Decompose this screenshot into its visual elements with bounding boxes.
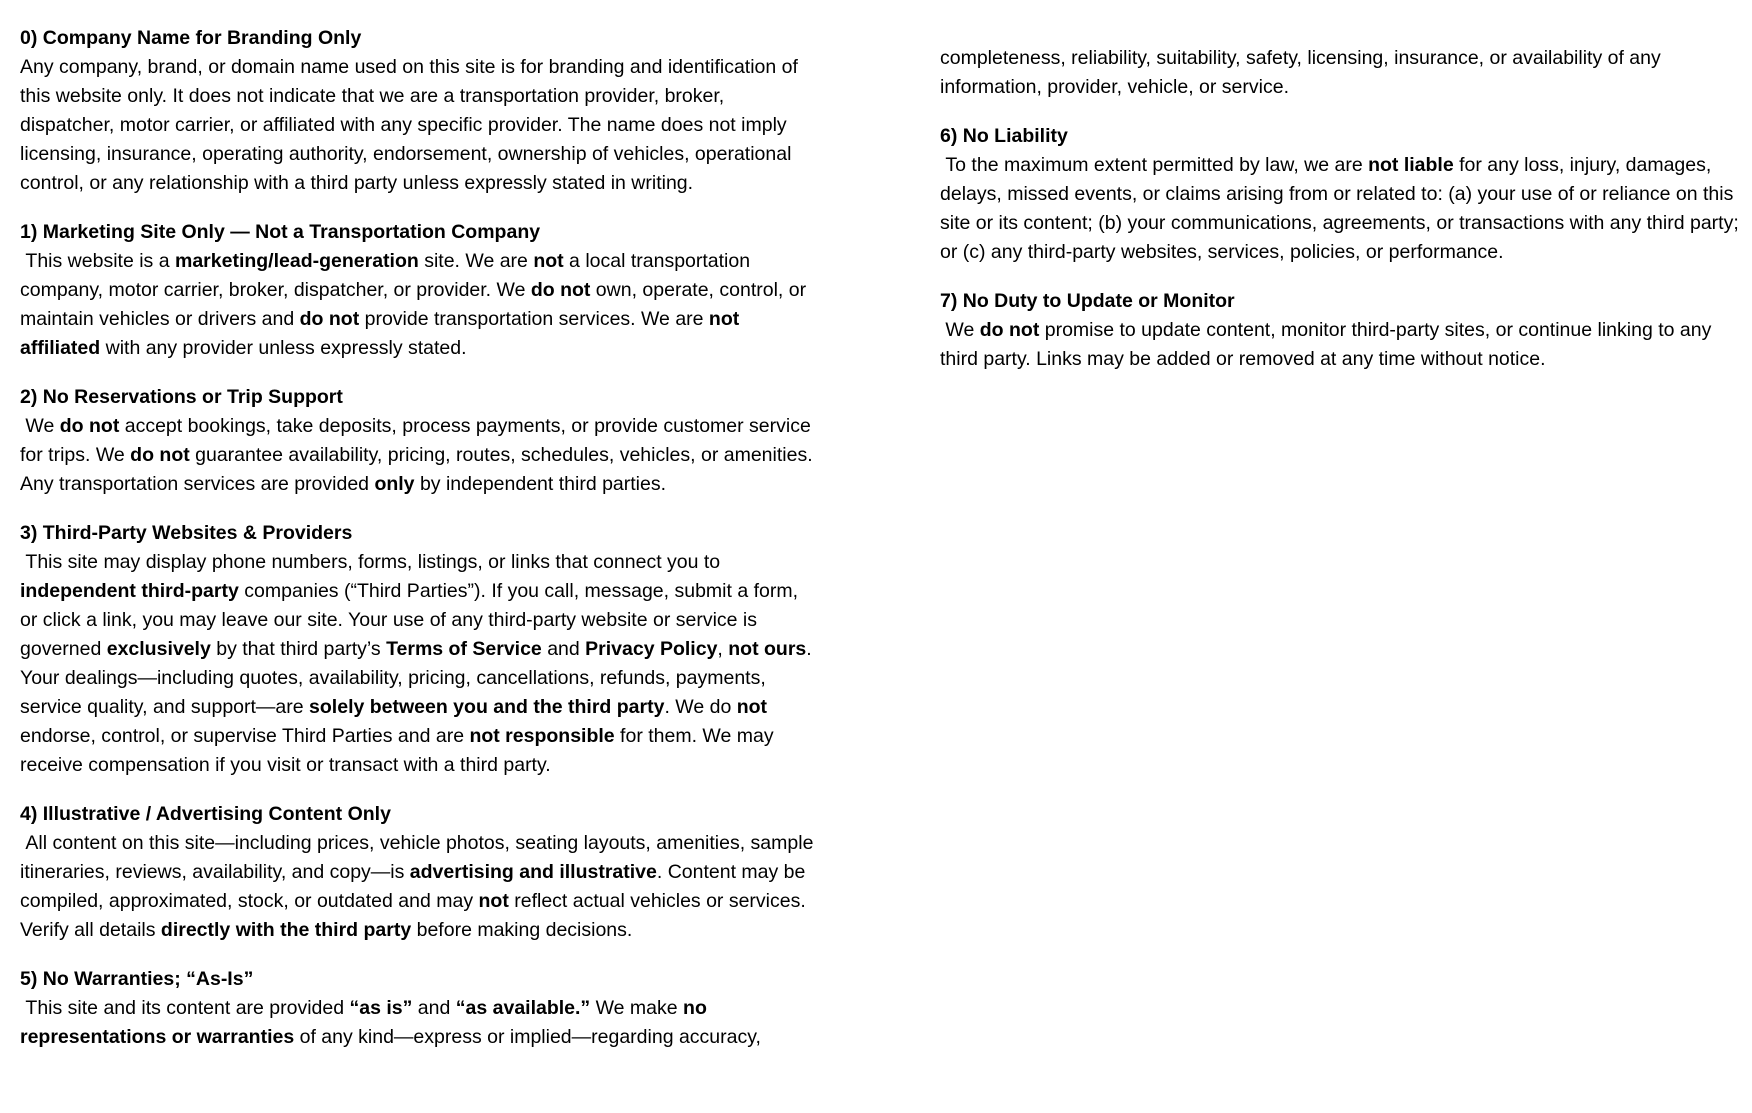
bold-emphasis: marketing/lead-generation [174,250,419,272]
section-body: completeness, reliability, suitability, safety, licensing, insurance, or availability of any information, provider, vehicle, or service. [940,47,1667,98]
section-no-duty-to-update-or-monitor [940,287,1740,374]
section-body: We do not promise to update content, monitor third-party sites, or continue linking to any third party. Links may be added or removed at any time without notice. [940,319,1717,370]
bold-emphasis: do not [530,279,591,301]
section-heading: 3) Third-Party Websites & Providers [20,522,353,544]
bold-emphasis: only [374,473,415,495]
section-company-name-branding [20,24,820,198]
bold-emphasis: no representations or warranties [20,997,713,1048]
column-left [20,24,820,1072]
bold-emphasis: do not [130,444,190,466]
bold-emphasis: do not [59,415,120,437]
section-body: We do not accept bookings, take deposits, process payments, or provide customer service for trips. We do not guarantee availability, pricing, routes, schedules, vehicles, or amenities. Any transportation services are provided only by independent third parties. [20,415,817,495]
bold-emphasis: “as is” [349,997,413,1019]
section-no-liability [940,122,1745,267]
bold-emphasis: not affiliated [20,308,745,359]
section-marketing-site-only [20,218,820,363]
bold-emphasis: not liable [1368,154,1454,176]
section-heading: 4) Illustrative / Advertising Content Only [20,803,391,825]
section-no-warranties-as-is-continued [940,44,1740,102]
section-body: To the maximum extent permitted by law, we are not liable for any loss, injury, damages, delays, missed events, or claims arising from or related to: (a) your use of or reliance on this site or its content; (b) your communications, agreements, or transactions with any third party; or (c) any third-party websites, services, policies, or performance. [940,154,1745,263]
bold-emphasis: not [736,696,768,718]
bold-emphasis: not [478,890,509,912]
section-body: Any company, brand, or domain name used on this site is for branding and identification of this website only. It does not indicate that we are a transportation provider, broker, dispatcher, motor carrier, or affiliated with any specific provider. The name does not imply licensing, insurance, operating authority, endorsement, ownership of vehicles, operational control, or any relationship with a third party unless expressly stated in writing. [20,56,804,194]
section-body: All content on this site—including prices, vehicle photos, seating layouts, amenities, sample itineraries, reviews, availability, and copy—is advertising and illustrative. Content may be compiled, approximated, stock, or outdated and may not reflect actual vehicles or services. Verify all details directly with the third party before making decisions. [20,832,819,941]
bold-emphasis: Terms of Service [386,638,542,660]
section-heading: 2) No Reservations or Trip Support [20,386,343,408]
bold-emphasis: “as available.” [455,997,591,1019]
bold-emphasis: independent third-party [20,580,239,602]
section-no-reservations-or-trip-support [20,383,820,499]
bold-emphasis: not responsible [469,725,615,747]
bold-emphasis: exclusively [106,638,211,660]
bold-emphasis: Privacy Policy [585,638,718,660]
section-body: This site and its content are provided “as is” and “as available.” We make no representations or warranties of any kind—express or implied—regarding accuracy, [20,997,761,1048]
section-third-party-websites-providers [20,519,820,780]
bold-emphasis: solely between you and the third party [309,696,665,718]
bold-emphasis: directly with the third party [160,919,412,941]
section-heading: 1) Marketing Site Only — Not a Transportation Company [20,221,541,243]
section-heading: 0) Company Name for Branding Only [20,27,362,49]
bold-emphasis: do not [299,308,360,330]
section-heading: 6) No Liability [940,125,1068,147]
bold-emphasis: not [533,250,564,272]
bold-emphasis: do not [979,319,1040,341]
section-body: This site may display phone numbers, forms, listings, or links that connect you to independent third-party companies (“Third Parties”). If you call, message, submit a form, or click a link, you may leave our site. Your use of any third-party website or service is governed exclusively by that third party’s Terms of Service and Privacy Policy, not ours. Your dealings—including quotes, availability, pricing, cancellations, refunds, payments, service quality, and support—are solely between you and the third party. We do not endorse, control, or supervise Third Parties and are not responsible for them. We may receive compensation if you visit or transact with a third party. [20,551,817,776]
section-heading: 5) No Warranties; “As-Is” [20,968,254,990]
section-heading: 7) No Duty to Update or Monitor [940,290,1235,312]
bold-emphasis: advertising and illustrative [409,861,657,883]
section-body: This website is a marketing/lead-generation site. We are not a local transportation company, motor carrier, broker, dispatcher, or provider. We do not own, operate, control, or maintain vehicles or drivers and do not provide transportation services. We are not affiliated with any provider unless expressly stated. [20,250,812,359]
section-illustrative-advertising-content [20,800,820,945]
bold-emphasis: not ours [728,638,807,660]
column-right [940,44,1745,1072]
section-no-warranties-as-is [20,965,820,1052]
